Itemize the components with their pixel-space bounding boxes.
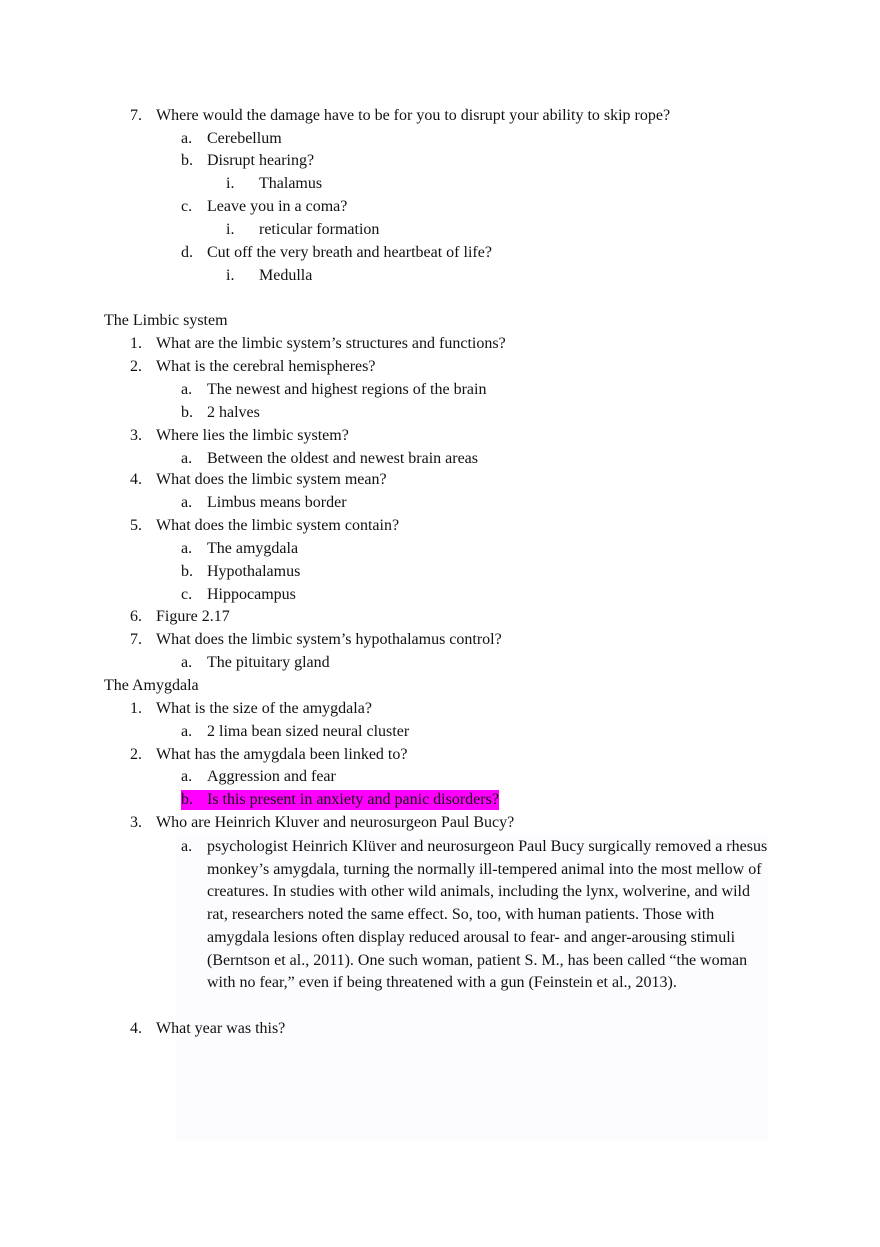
list-marker: i. — [226, 175, 235, 192]
answer-text: The amygdala — [207, 540, 299, 557]
question-text: Where lies the limbic system? — [156, 427, 349, 444]
list-marker: a. — [181, 723, 193, 740]
list-marker: b. — [181, 152, 193, 169]
answer-text: Hippocampus — [207, 586, 296, 603]
question-text: Who are Heinrich Kluver and neurosurgeon Paul Bucy? — [156, 814, 515, 831]
answer-paragraph: psychologist Heinrich Klüver and neurosurgeon Paul Bucy surgically removed a rhesus monkey’s amygdala, turning the normally ill-tempered animal into the most mellow of creatures. In studies with other wild animals, including the lynx, wolverine, and wild rat, researchers noted the same effect. So, too, with human patients. Those with amygdala lesions often display reduced arousal to fear- and anger-arousing stimuli (Berntson et al., 2011). One such woman, patient S. M., has been called “the woman with no fear,” even if being threatened with a gun (Feinstein et al., 2013). — [207, 838, 768, 992]
answer-text: Hypothalamus — [207, 563, 301, 580]
list-marker: 1. — [130, 700, 142, 717]
list-marker: b. — [181, 563, 193, 580]
list-marker: 3. — [130, 814, 142, 831]
answer-text: Cerebellum — [207, 130, 282, 147]
question-text: What is the size of the amygdala? — [156, 700, 372, 717]
question-text: What are the limbic system’s structures and functions? — [156, 335, 506, 352]
list-marker-highlighted: b. — [181, 790, 207, 810]
list-marker: 4. — [130, 471, 142, 488]
list-marker: 7. — [130, 631, 142, 648]
answer-text: Aggression and fear — [207, 768, 336, 785]
list-marker: 2. — [130, 746, 142, 763]
question-text: What year was this? — [156, 1020, 286, 1037]
list-marker: 7. — [130, 107, 142, 124]
answer-text: Leave you in a coma? — [207, 198, 348, 215]
answer-text: 2 lima bean sized neural cluster — [207, 723, 410, 740]
answer-text: Limbus means border — [207, 494, 347, 511]
list-marker: c. — [181, 198, 193, 215]
list-marker: a. — [181, 768, 193, 785]
answer-text: Cut off the very breath and heartbeat of life? — [207, 244, 492, 261]
list-marker: 2. — [130, 358, 142, 375]
list-marker: i. — [226, 221, 235, 238]
list-marker: 3. — [130, 427, 142, 444]
list-marker: 5. — [130, 517, 142, 534]
question-text: What does the limbic system contain? — [156, 517, 400, 534]
list-marker: c. — [181, 586, 193, 603]
question-text: Where would the damage have to be for you to disrupt your ability to skip rope? — [156, 107, 671, 124]
list-marker: a. — [181, 494, 193, 511]
answer-text: 2 halves — [207, 404, 260, 421]
highlighted-answer-text: Is this present in anxiety and panic disorders? — [207, 791, 499, 808]
list-marker: d. — [181, 244, 193, 261]
list-marker: 6. — [130, 608, 142, 625]
list-marker: a. — [181, 540, 193, 557]
answer-text: The newest and highest regions of the brain — [207, 381, 487, 398]
list-marker: a. — [181, 838, 193, 855]
section-heading: The Amygdala — [104, 677, 199, 694]
answer-text: Disrupt hearing? — [207, 152, 315, 169]
list-marker: 4. — [130, 1020, 142, 1037]
answer-text: Medulla — [259, 267, 313, 284]
question-text: What does the limbic system’s hypothalamus control? — [156, 631, 502, 648]
answer-text: Thalamus — [259, 175, 323, 192]
answer-text: reticular formation — [259, 221, 380, 238]
question-text: Figure 2.17 — [156, 608, 230, 625]
list-marker: a. — [181, 381, 193, 398]
section-heading: The Limbic system — [104, 312, 228, 329]
list-marker: a. — [181, 130, 193, 147]
list-marker: b. — [181, 404, 193, 421]
list-marker: i. — [226, 267, 235, 284]
list-marker: a. — [181, 654, 193, 671]
answer-text: Between the oldest and newest brain areas — [207, 450, 479, 467]
question-text: What is the cerebral hemispheres? — [156, 358, 376, 375]
answer-text: The pituitary gland — [207, 654, 330, 671]
list-marker: 1. — [130, 335, 142, 352]
list-marker: a. — [181, 450, 193, 467]
question-text: What does the limbic system mean? — [156, 471, 387, 488]
question-text: What has the amygdala been linked to? — [156, 746, 408, 763]
